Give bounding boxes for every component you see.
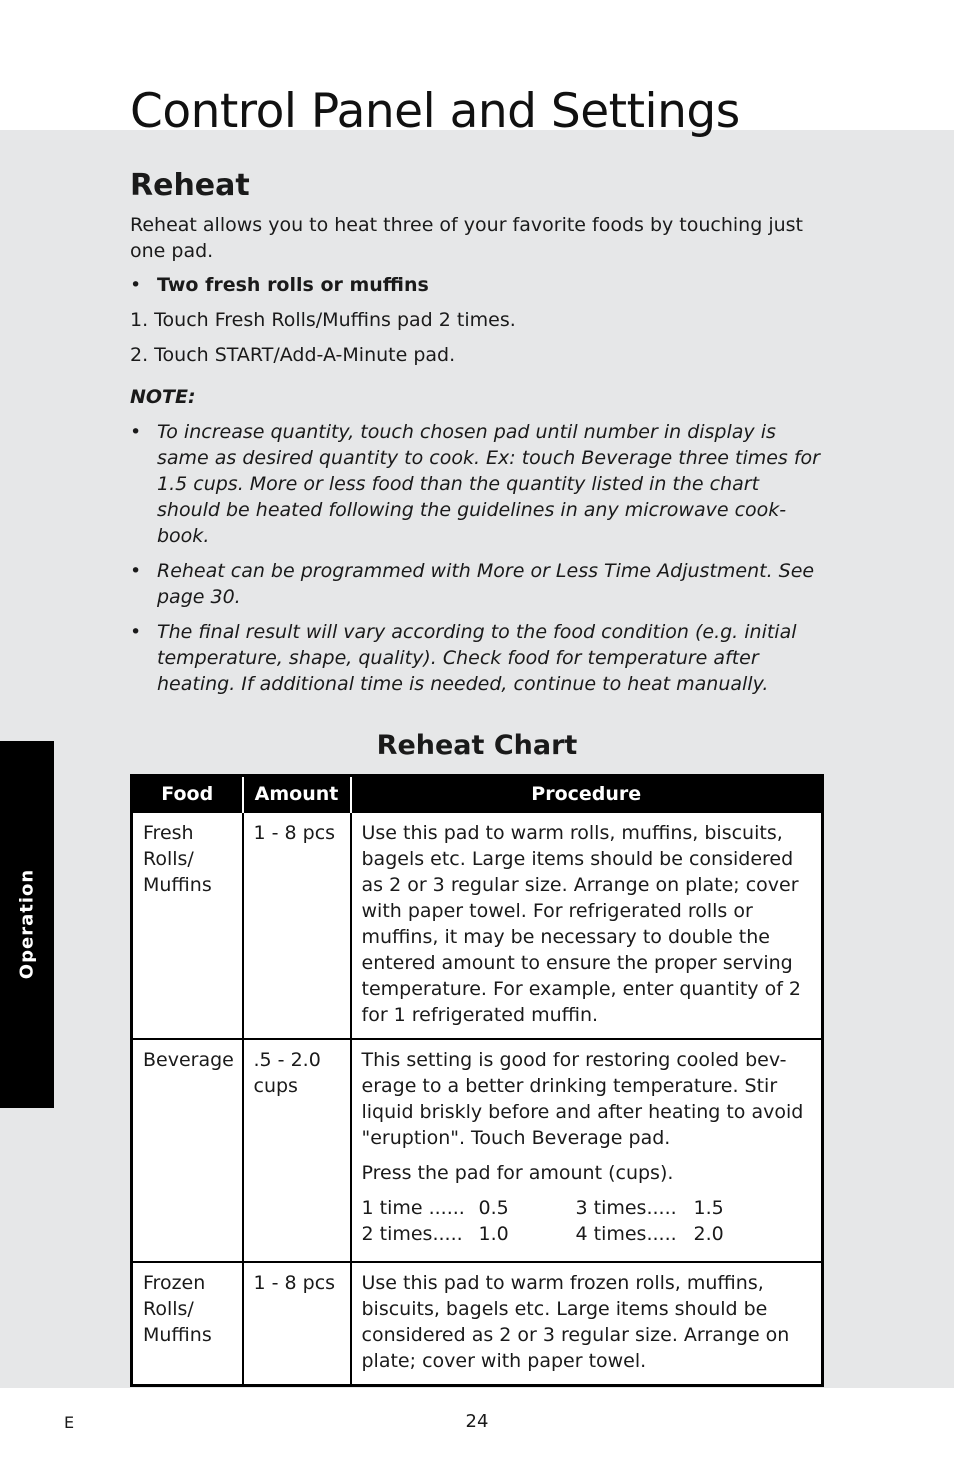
- note-item: [130, 558, 824, 610]
- step-1: 1. Touch Fresh Rolls/Muffins pad 2 times.: [130, 309, 516, 331]
- bullet-dot: •: [130, 421, 142, 443]
- page-title: Control Panel and Settings: [130, 84, 740, 139]
- press-label: 3 times.....: [575, 1197, 677, 1219]
- header-amount: Amount: [243, 776, 351, 813]
- procedure-text: Use this pad to warm frozen rolls, muffins, biscuits, bagels etc. Large items should be considered as 2 or 3 regular size. Arrange on plate; cover with paper towel.: [361, 1272, 790, 1372]
- footer-language-code: E: [64, 1413, 75, 1432]
- note-text: The final result will vary according to the food condition (e.g. initial temperature, shape, quality). Check food for temperature after heating. If additional time is needed, continue to heat manually.: [157, 621, 797, 695]
- chart-title: Reheat Chart: [376, 730, 578, 761]
- press-value: 1.0: [478, 1223, 509, 1245]
- example-bullet: [130, 272, 824, 298]
- press-value: 1.5: [693, 1197, 724, 1219]
- note-item: [130, 619, 824, 697]
- section-heading: Reheat: [130, 168, 250, 203]
- food-cell: Fresh Rolls/ Muffins: [132, 812, 243, 1039]
- note-item: [130, 419, 824, 549]
- page-number: 24: [465, 1411, 489, 1432]
- example-bullet-text: Two fresh rolls or muffins: [157, 274, 429, 296]
- press-label: 1 time ......: [361, 1197, 465, 1219]
- amount-cell: 1 - 8 pcs: [243, 1262, 351, 1386]
- food-cell: Beverage: [132, 1039, 243, 1262]
- press-note: Press the pad for amount (cups).: [361, 1162, 674, 1184]
- header-food: Food: [132, 776, 243, 813]
- procedure-text: Use this pad to warm rolls, muffins, biscuits, bagels etc. Large items should be considered as 2 or 3 regular size. Arrange on plate; cover with paper towel. For refrigerated rolls or muffins, it may be necessary to double the entered amount to ensure the proper serving temperature. For example, enter quantity of 2 for 1 refrigerated muffin.: [361, 822, 802, 1026]
- procedure-cell: [351, 1262, 823, 1386]
- header-procedure: Procedure: [351, 776, 823, 813]
- press-label: 2 times.....: [361, 1223, 463, 1245]
- amount-cell: 1 - 8 pcs: [243, 812, 351, 1039]
- press-count-row: [362, 1221, 812, 1247]
- bullet-dot: •: [130, 274, 142, 296]
- press-value: 0.5: [478, 1197, 509, 1219]
- press-value: 2.0: [693, 1223, 724, 1245]
- table-row: [132, 1039, 823, 1262]
- reheat-chart-table: [130, 774, 824, 1387]
- food-cell: Frozen Rolls/ Muffins: [132, 1262, 243, 1386]
- note-heading: NOTE:: [130, 386, 196, 408]
- procedure-cell: [351, 812, 823, 1039]
- table-row: [132, 812, 823, 1039]
- intro-paragraph: Reheat allows you to heat three of your favorite foods by touching just one pad.: [130, 214, 803, 262]
- table-row: [132, 1262, 823, 1386]
- procedure-text: This setting is good for restoring cooled bev-erage to a better drinking temperature. Stir liquid briskly before and after heating to avoid "eruption". Touch Beverage pad.: [361, 1049, 804, 1149]
- amount-cell: .5 - 2.0 cups: [243, 1039, 351, 1262]
- bullet-dot: •: [130, 560, 142, 582]
- note-text: To increase quantity, touch chosen pad until number in display is same as desired quantity to cook. Ex: touch Beverage three times for 1.5 cups. More or less food than the quantity listed in the chart should be heated following the guidelines in any microwave cook-book.: [157, 421, 820, 547]
- press-count-row: [362, 1195, 812, 1221]
- note-text: Reheat can be programmed with More or Less Time Adjustment. See page 30.: [157, 560, 815, 608]
- press-label: 4 times.....: [575, 1223, 677, 1245]
- step-2: 2. Touch START/Add-A-Minute pad.: [130, 344, 456, 366]
- procedure-cell: [351, 1039, 823, 1262]
- table-header-row: [132, 776, 823, 813]
- reheat-section: [130, 164, 824, 697]
- bullet-dot: •: [130, 621, 142, 643]
- side-tab-label: Operation: [16, 868, 38, 980]
